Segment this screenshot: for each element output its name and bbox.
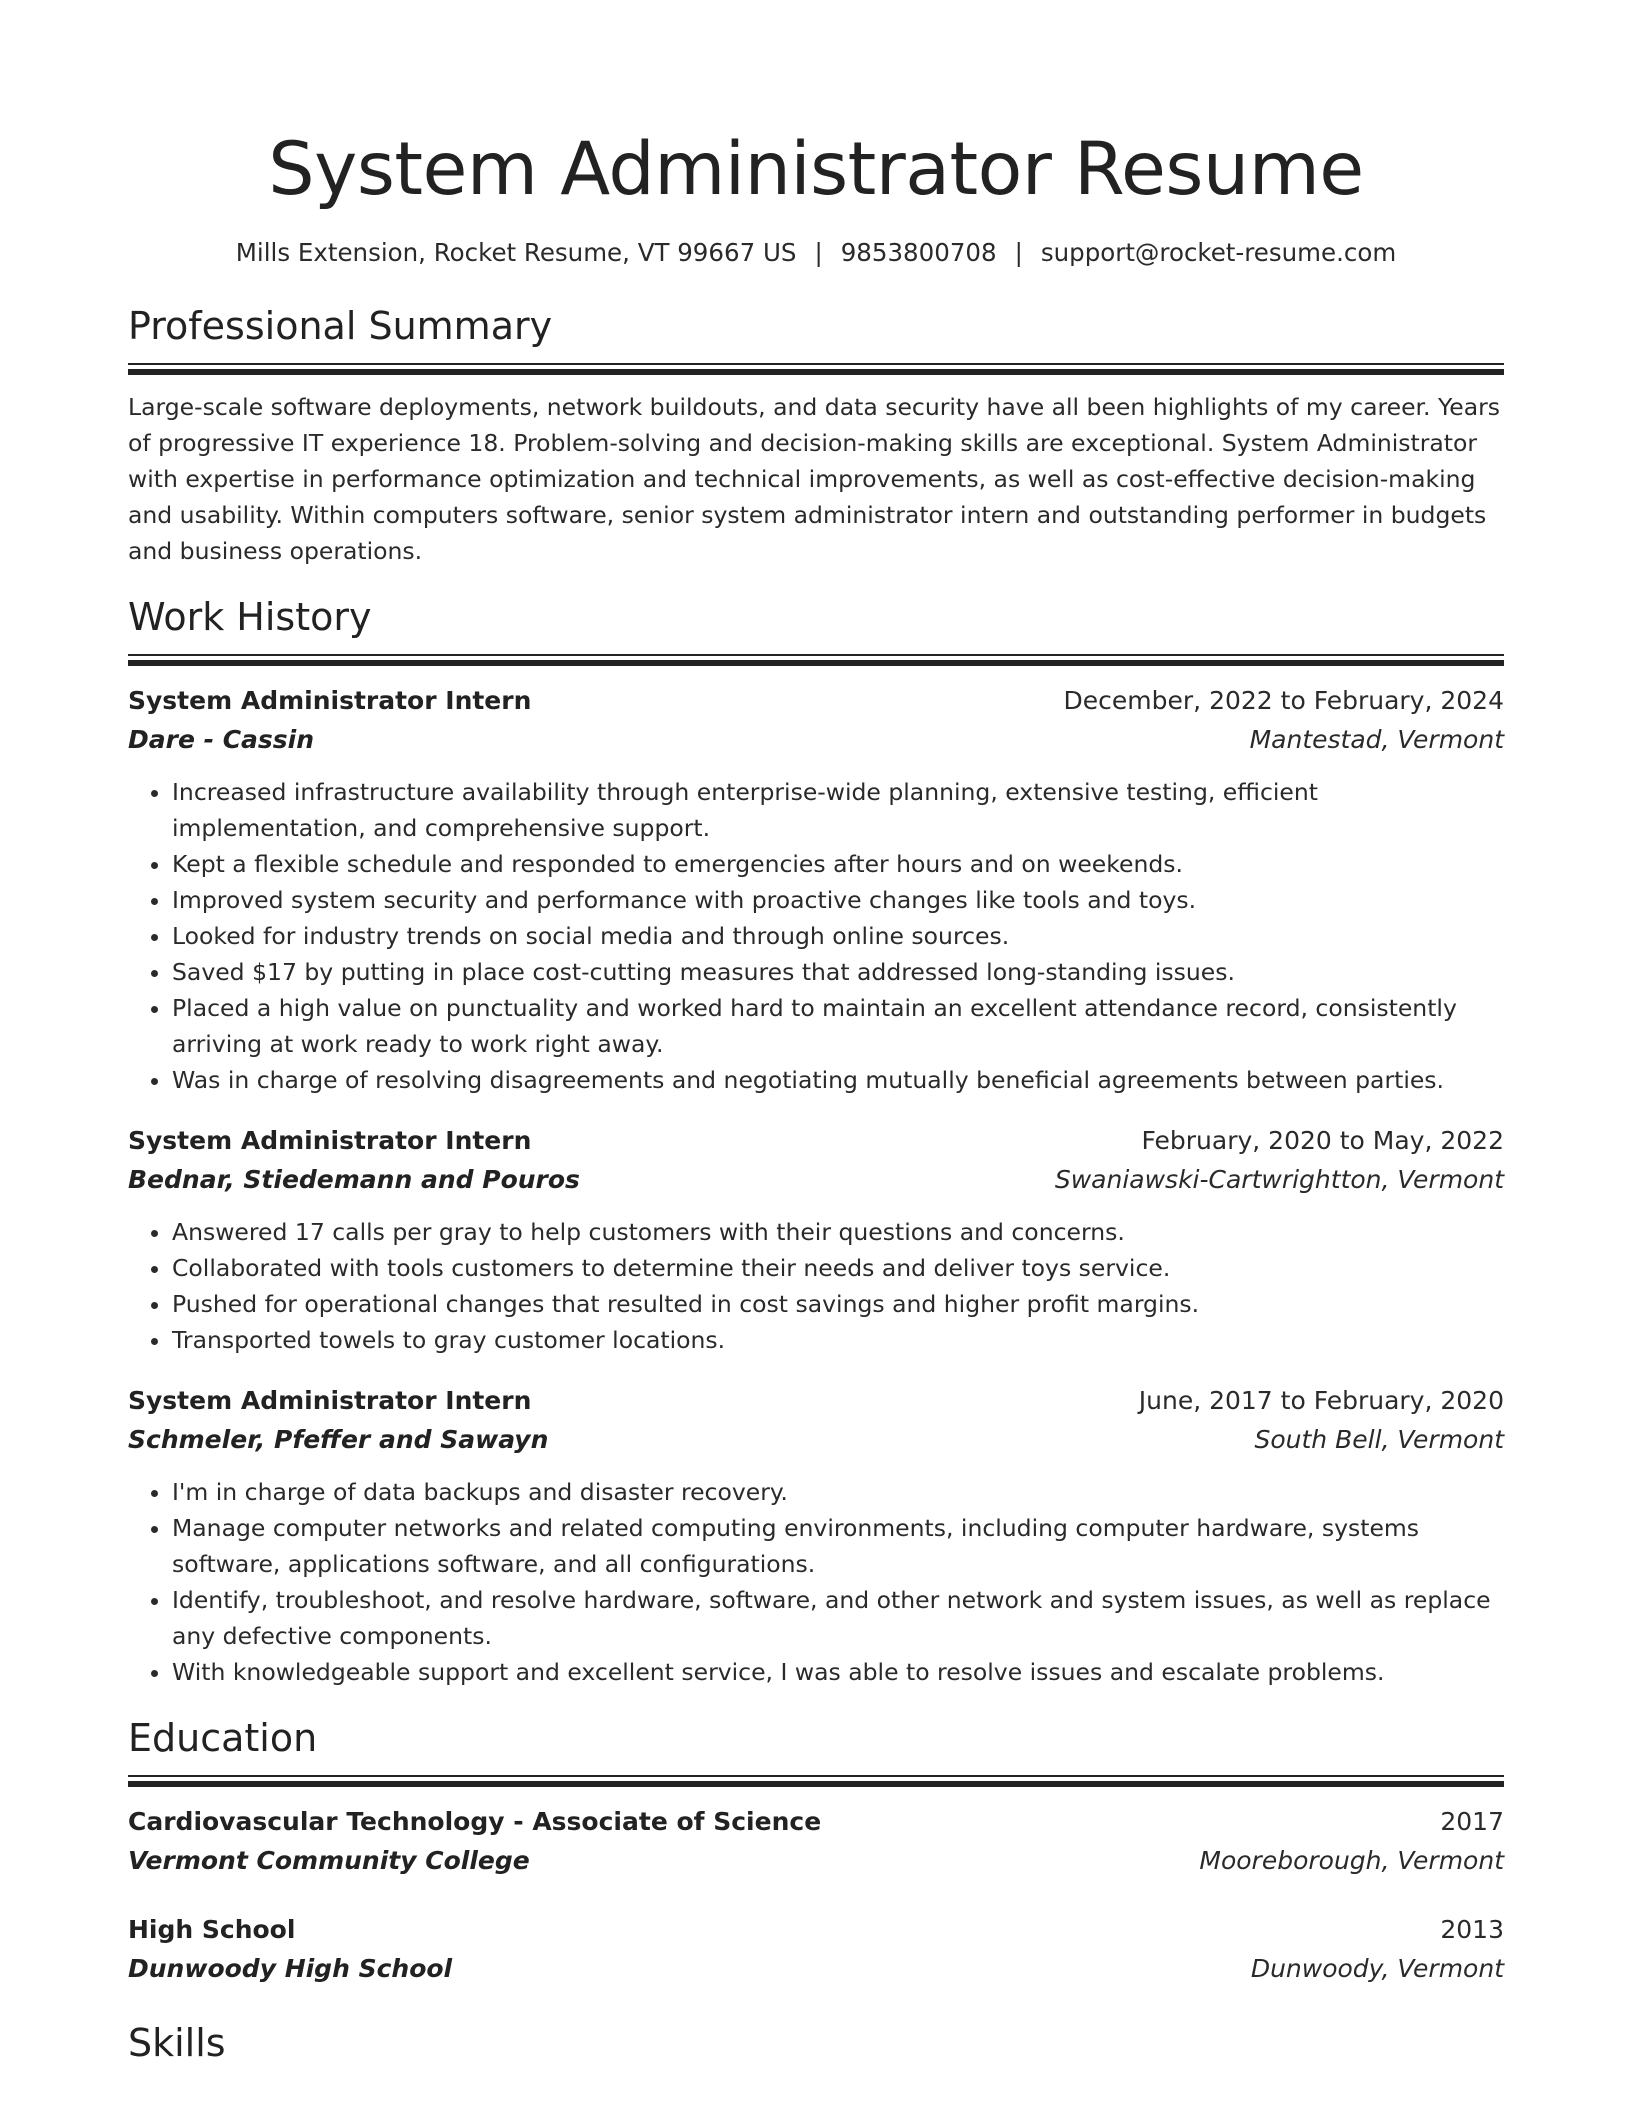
education-degree: Cardiovascular Technology - Associate of Science <box>128 1807 822 1836</box>
job-title: System Administrator Intern <box>128 1386 532 1415</box>
job-company: Bednar, Stiedemann and Pouros <box>128 1165 580 1194</box>
bullet-item: • Kept a flexible schedule and responded to emergencies after hours and on weekends. <box>172 846 1504 882</box>
section-divider <box>128 1775 1504 1787</box>
job-entry <box>128 1382 1504 1690</box>
job-title: System Administrator Intern <box>128 1126 532 1155</box>
bullet-item: • Was in charge of resolving disagreements and negotiating mutually beneficial agreements between parties. <box>172 1062 1504 1098</box>
education-entry <box>128 1803 1504 1881</box>
bullet-item: • With knowledgeable support and excellent service, I was able to resolve issues and escalate problems. <box>172 1654 1504 1690</box>
bullet-item: • Increased infrastructure availability through enterprise-wide planning, extensive testing, efficient implementation, and comprehensive support. <box>172 774 1504 846</box>
job-entry <box>128 682 1504 1098</box>
education-section <box>128 1712 1504 1989</box>
education-location: Mooreborough, Vermont <box>1199 1846 1504 1875</box>
resume-title: System Administrator Resume <box>268 127 1364 212</box>
job-bullets <box>128 774 1504 1098</box>
contact-separator: | <box>814 238 823 267</box>
bullet-item: • Saved $17 by putting in place cost-cutting measures that addressed long-standing issues. <box>172 954 1504 990</box>
education-heading: Education <box>128 1716 318 1760</box>
bullet-item: • I'm in charge of data backups and disaster recovery. <box>172 1474 1504 1510</box>
job-location: Swaniawski-Cartwrightton, Vermont <box>1054 1165 1504 1194</box>
education-year: 2017 <box>1440 1807 1504 1836</box>
job-bullets <box>128 1474 1504 1690</box>
job-title: System Administrator Intern <box>128 686 532 715</box>
education-entry <box>128 1911 1504 1989</box>
work-history-section <box>128 591 1504 1690</box>
contact-line <box>128 236 1504 270</box>
bullet-item: • Collaborated with tools customers to determine their needs and deliver toys service. <box>172 1250 1504 1286</box>
job-dates: December, 2022 to February, 2024 <box>1063 686 1504 715</box>
contact-separator: | <box>1014 238 1023 267</box>
bullet-item: • Improved system security and performance with proactive changes like tools and toys. <box>172 882 1504 918</box>
summary-heading: Professional Summary <box>128 304 553 348</box>
job-location: Mantestad, Vermont <box>1249 725 1504 754</box>
work-history-heading: Work History <box>128 595 372 639</box>
skills-section <box>128 2017 1504 2069</box>
bullet-item: • Manage computer networks and related computing environments, including computer hardware, systems software, applications software, and all configurations. <box>172 1510 1504 1582</box>
education-school: Vermont Community College <box>128 1846 530 1875</box>
summary-section <box>128 300 1504 569</box>
section-divider <box>128 363 1504 375</box>
job-dates: June, 2017 to February, 2020 <box>1138 1386 1504 1415</box>
education-school: Dunwoody High School <box>128 1954 453 1983</box>
education-degree: High School <box>128 1915 296 1944</box>
education-year: 2013 <box>1440 1915 1504 1944</box>
job-dates: February, 2020 to May, 2022 <box>1141 1126 1504 1155</box>
bullet-item: • Looked for industry trends on social media and through online sources. <box>172 918 1504 954</box>
bullet-item: • Transported towels to gray customer locations. <box>172 1322 1504 1358</box>
skills-heading: Skills <box>128 2021 226 2065</box>
contact-phone[interactable]: 9853800708 <box>840 238 997 267</box>
contact-email[interactable]: support@rocket-resume.com <box>1040 238 1397 267</box>
education-location: Dunwoody, Vermont <box>1250 1954 1504 1983</box>
job-entry <box>128 1122 1504 1358</box>
contact-address: Mills Extension, Rocket Resume, VT 99667 US <box>235 238 797 267</box>
job-company: Dare - Cassin <box>128 725 315 754</box>
bullet-item: • Pushed for operational changes that resulted in cost savings and higher profit margins. <box>172 1286 1504 1322</box>
section-divider <box>128 654 1504 666</box>
bullet-item: • Placed a high value on punctuality and worked hard to maintain an excellent attendance record, consistently arriving at work ready to work right away. <box>172 990 1504 1062</box>
bullet-item: • Answered 17 calls per gray to help customers with their questions and concerns. <box>172 1214 1504 1250</box>
job-company: Schmeler, Pfeffer and Sawayn <box>128 1425 549 1454</box>
job-bullets <box>128 1214 1504 1358</box>
resume-page <box>128 0 1504 2069</box>
bullet-item: • Identify, troubleshoot, and resolve hardware, software, and other network and system issues, as well as replace any defective components. <box>172 1582 1504 1654</box>
summary-text: Large-scale software deployments, network buildouts, and data security have all been highlights of my career. Years of progressive IT experience 18. Problem-solving and decision-making skills are exceptional. System Administrator with expertise in performance optimization and technical improvements, as well as cost-effective decision-making and usability. Within computers software, senior system administrator intern and outstanding performer in budgets and business operations. <box>128 393 1500 565</box>
job-location: South Bell, Vermont <box>1254 1425 1504 1454</box>
